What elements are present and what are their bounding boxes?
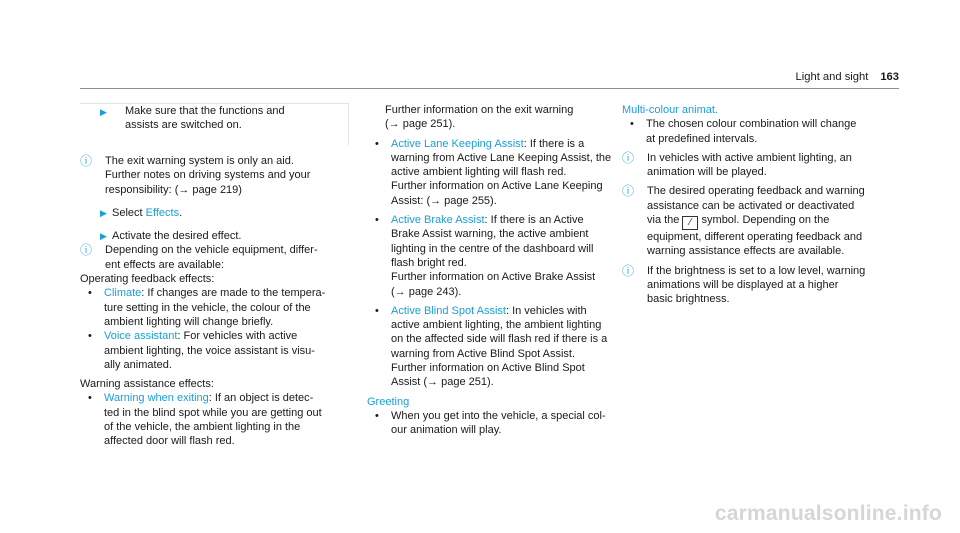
- operating-feedback-heading: Operating feedback effects:: [80, 273, 215, 286]
- bullet-dot: •: [375, 409, 379, 422]
- note-equipment: ⓘ Depending on the vehicle equipment, differ- ent effects are available:: [80, 243, 318, 271]
- page-number: 163: [880, 71, 899, 83]
- column-3: [622, 103, 902, 307]
- box-line: assists are switched on.: [125, 119, 242, 132]
- bullet-dot: •: [375, 214, 379, 227]
- step-triangle-icon: ▶: [100, 207, 107, 218]
- watermark: carmanualsonline.info: [714, 502, 942, 525]
- multi-colour-heading[interactable]: Multi-colour animat.: [622, 104, 718, 116]
- climate-link[interactable]: Climate: [104, 287, 142, 300]
- note-activation: ⓘ The desired operating feedback and warning assistance can be activated or deactivated via the ⁄ symbol. Depending on the equipment, different operating feedback and warning assistance effects are available.: [622, 184, 865, 258]
- note-brightness: ⓘ If the brightness is set to a low level, warning animations will be displayed at a higher basic brightness.: [622, 263, 866, 306]
- bullet-dot: •: [375, 304, 379, 317]
- step-triangle-icon: ▶: [100, 107, 107, 117]
- list-item-multi-colour: • The chosen colour combination will change at predefined intervals.: [630, 118, 857, 145]
- info-icon: ⓘ: [622, 184, 635, 199]
- step-triangle-icon: ▶: [100, 231, 107, 242]
- header-rule: [80, 88, 899, 89]
- step-select-effects: ▶ Select Effects.: [100, 206, 183, 219]
- bullet-dot: •: [375, 137, 379, 150]
- list-item-active-brake-assist: • Active Brake Assist: If there is an Active Brake Assist warning, the active ambient lighting in the centre of the dashboard will flash bright red. Further information on Active Brake Assist (→ page 243).: [375, 214, 596, 298]
- column-2: [367, 103, 625, 438]
- note-exit-warning: ⓘ The exit warning system is only an aid. Further notes on driving systems and your responsibility: (→ page 219): [80, 154, 311, 196]
- greeting-heading[interactable]: Greeting: [367, 395, 410, 408]
- active-brake-assist-link[interactable]: Active Brake Assist: [391, 214, 485, 227]
- bullet-dot: •: [88, 330, 92, 343]
- warning-assistance-heading: Warning assistance effects:: [80, 378, 214, 391]
- info-icon: ⓘ: [80, 243, 93, 258]
- step-activate: ▶ Activate the desired effect.: [100, 230, 242, 243]
- list-item-warning-when-exiting: • Warning when exiting: If an object is detec- ted in the blind spot while you are getting out of the vehicle, the ambient lighting in the affected door will flash red.: [88, 392, 322, 448]
- note-animation: ⓘ In vehicles with active ambient lighting, an animation will be played.: [622, 150, 852, 179]
- bullet-dot: •: [630, 118, 634, 131]
- exit-warning-further-info: Further information on the exit warning (→ page 251).: [385, 104, 574, 131]
- prerequisite-box: [80, 103, 349, 145]
- column-1: [80, 103, 352, 449]
- voice-assistant-link[interactable]: Voice assistant: [104, 330, 178, 343]
- section-title: Light and sight: [795, 71, 869, 83]
- list-item-voice-assistant: • Voice assistant: For vehicles with active ambient lighting, the voice assistant is visu- ally animated.: [88, 330, 315, 371]
- info-icon: ⓘ: [622, 263, 635, 278]
- info-icon: ⓘ: [80, 154, 93, 168]
- list-item-climate: • Climate: If changes are made to the tempera- ture setting in the vehicle, the colour of the ambient lighting will change briefly.: [88, 287, 326, 328]
- list-item-active-lane-keeping: • Active Lane Keeping Assist: If there is a warning from Active Lane Keeping Assist, the active ambient lighting will flash red. Further information on Active Lane Keeping Assist: (→ page 255).: [375, 137, 612, 207]
- info-icon: ⓘ: [622, 150, 635, 165]
- list-item-greeting: • When you get into the vehicle, a special col- our animation will play.: [375, 409, 606, 437]
- page-header: [796, 71, 899, 83]
- active-lane-keeping-link[interactable]: Active Lane Keeping Assist: [391, 137, 524, 150]
- warning-when-exiting-link[interactable]: Warning when exiting: [104, 392, 209, 405]
- active-blind-spot-link[interactable]: Active Blind Spot Assist: [391, 304, 506, 317]
- pen-symbol-icon: ⁄: [682, 216, 698, 230]
- effects-link[interactable]: Effects: [145, 206, 180, 219]
- bullet-dot: •: [88, 392, 92, 405]
- list-item-active-blind-spot: • Active Blind Spot Assist: In vehicles with active ambient lighting, the ambient lighting on the affected side will flash red if there is a warning from Active Blind Spot Assist. Further information on Active Blind Spot Assist (→ page 251).: [375, 304, 608, 389]
- box-line: Make sure that the functions and: [125, 105, 285, 117]
- bullet-dot: •: [88, 287, 92, 300]
